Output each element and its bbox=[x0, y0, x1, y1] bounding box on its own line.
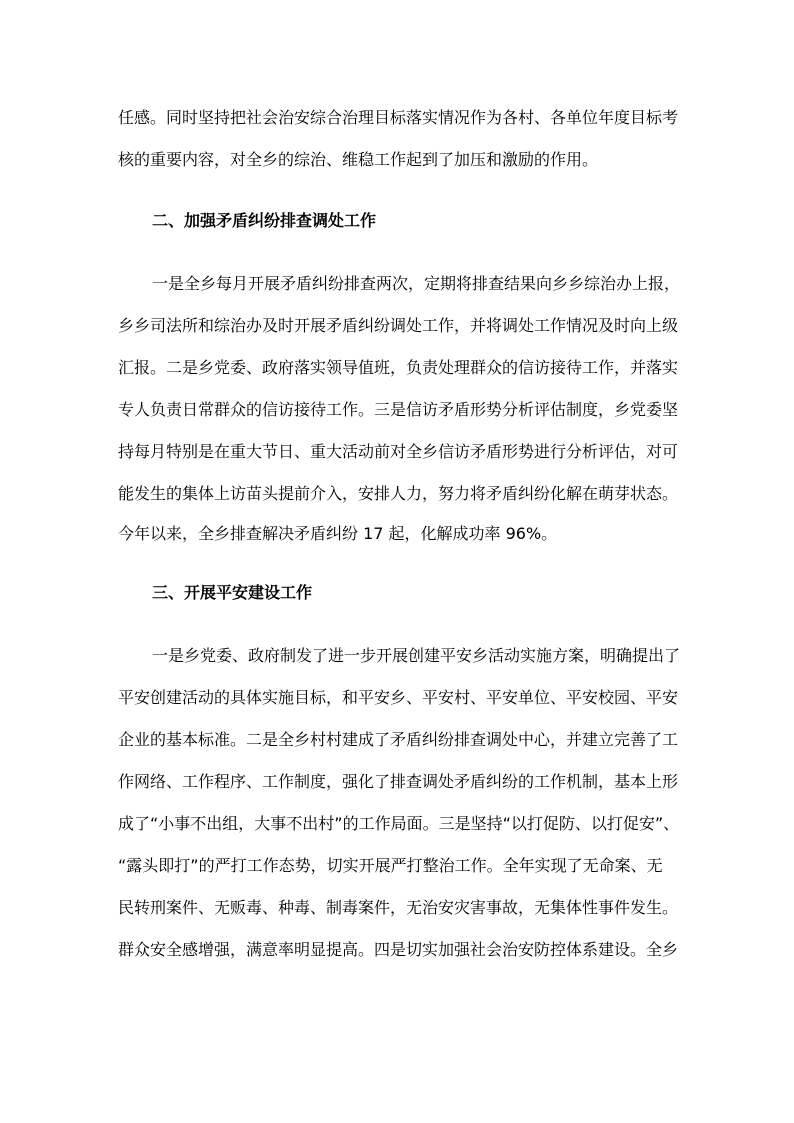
paragraph-line: 专人负责日常群众的信访接待工作。三是信访矛盾形势分析评估制度，乡党委坚 bbox=[118, 400, 679, 419]
paragraph-line: 持每月特别是在重大节日、重大活动前对全乡信访矛盾形势进行分析评估，对可 bbox=[118, 442, 679, 461]
section-heading-2: 二、加强矛盾纠纷排查调处工作 bbox=[152, 211, 377, 230]
paragraph-line: 一是全乡每月开展矛盾纠纷排查两次，定期将排查结果向乡乡综治办上报， bbox=[152, 274, 681, 293]
paragraph-line: 平安创建活动的具体实施目标，和平安乡、平安村、平安单位、平安校园、平安 bbox=[118, 688, 679, 707]
section-heading-3: 三、开展平安建设工作 bbox=[152, 583, 313, 602]
paragraph-line: 作网络、工作程序、工作制度，强化了排查调处矛盾纠纷的工作机制，基本上形 bbox=[118, 772, 679, 791]
paragraph-line: 今年以来，全乡排查解决矛盾纠纷 17 起，化解成功率 96%。 bbox=[118, 524, 558, 543]
paragraph-line: 乡乡司法所和综治办及时开展矛盾纠纷调处工作，并将调处工作情况及时向上级 bbox=[118, 316, 679, 335]
paragraph-line: 能发生的集体上访苗头提前介入，安排人力，努力将矛盾纠纷化解在萌芽状态。 bbox=[118, 484, 679, 503]
paragraph-line: “露头即打”的严打工作态势，切实开展严打整治工作。全年实现了无命案、无 bbox=[118, 856, 663, 875]
paragraph-line: 一是乡党委、政府制发了进一步开展创建平安乡活动实施方案，明确提出了 bbox=[152, 646, 681, 665]
paragraph-line: 企业的基本标准。二是全乡村村建成了矛盾纠纷排查调处中心，并建立完善了工 bbox=[118, 730, 679, 749]
paragraph-line: 民转刑案件、无贩毒、种毒、制毒案件，无治安灾害事故，无集体性事件发生。 bbox=[118, 898, 679, 917]
paragraph-line: 群众安全感增强，满意率明显提高。四是切实加强社会治安防控体系建设。全乡 bbox=[118, 940, 679, 959]
paragraph-line: 核的重要内容，对全乡的综治、维稳工作起到了加压和激励的作用。 bbox=[118, 150, 599, 169]
paragraph-line: 汇报。二是乡党委、政府落实领导值班，负责处理群众的信访接待工作，并落实 bbox=[118, 358, 679, 377]
paragraph-line: 任感。同时坚持把社会治安综合治理目标落实情况作为各村、各单位年度目标考 bbox=[118, 108, 679, 127]
paragraph-line: 成了“小事不出组，大事不出村”的工作局面。三是坚持“以打促防、以打促安”、 bbox=[118, 814, 680, 833]
